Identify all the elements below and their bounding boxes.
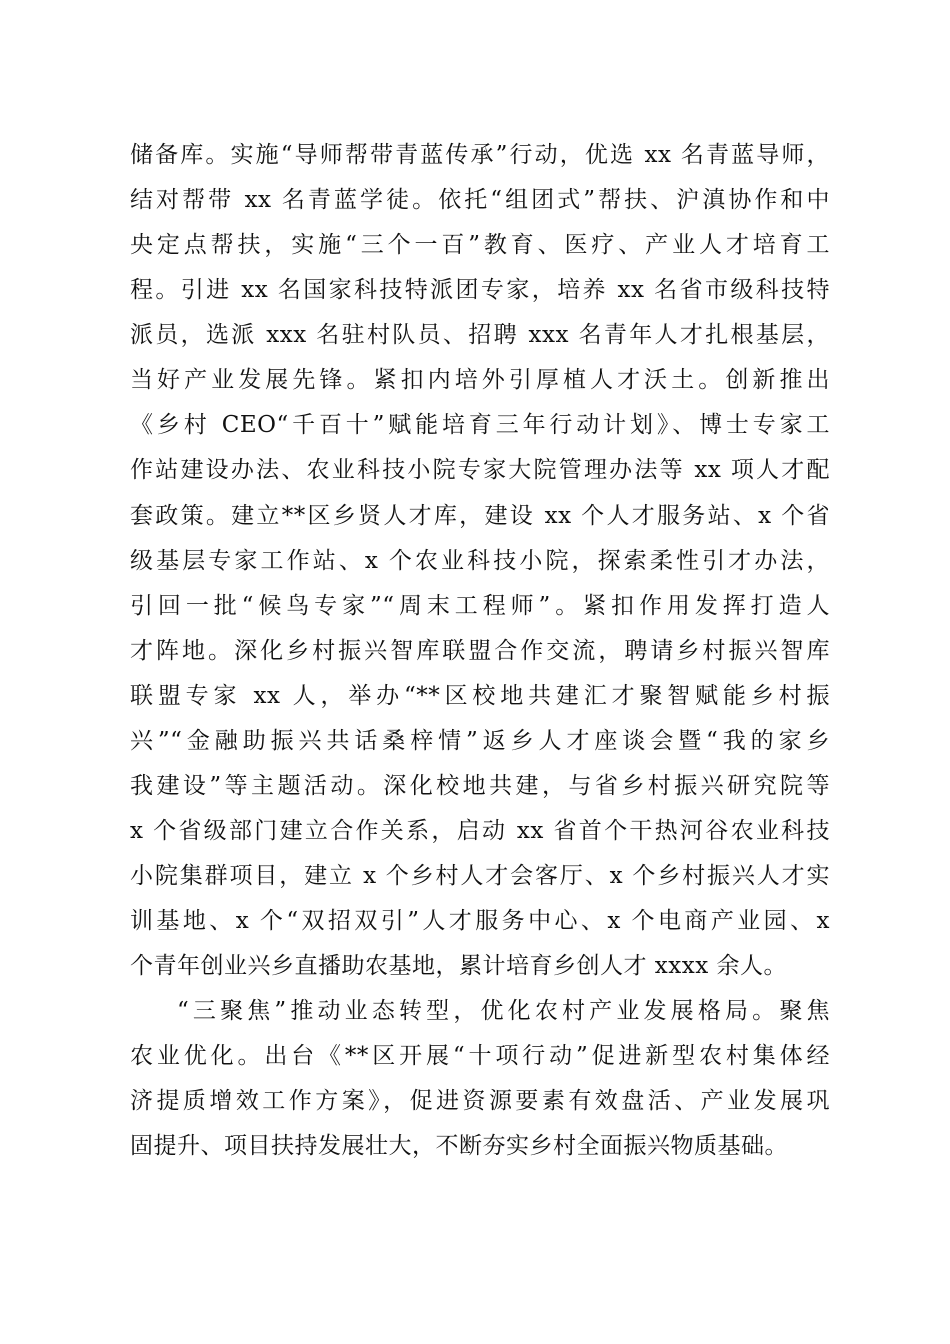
text-line: 央定点帮扶，实施“三个一百”教育、医疗、产业人才培育工 bbox=[130, 232, 830, 258]
text-line: 济提质增效工作方案》，促进资源要素有效盘活、产业发展巩 bbox=[130, 1088, 830, 1114]
text-line: 农业优化。出台《**区开展“十项行动”促进新型农村集体经 bbox=[130, 1043, 830, 1069]
text-line: 程。引进 xx 名国家科技特派团专家，培养 xx 名省市级科技特 bbox=[130, 277, 830, 303]
text-line: 级基层专家工作站、x 个农业科技小院，探索柔性引才办法， bbox=[130, 548, 830, 574]
text-line: 《乡村 CEO“千百十”赋能培育三年行动计划》、博士专家工 bbox=[130, 412, 830, 438]
text-line: 我建设”等主题活动。深化校地共建，与省乡村振兴研究院等 bbox=[130, 773, 830, 799]
text-line: 固提升、项目扶持发展壮大，不断夯实乡村全面振兴物质基础。 bbox=[130, 1133, 788, 1159]
text-line: 套政策。建立**区乡贤人才库，建设 xx 个人才服务站、x 个省 bbox=[130, 503, 830, 529]
text-line: x 个省级部门建立合作关系，启动 xx 省首个干热河谷农业科技 bbox=[130, 818, 830, 844]
text-line: 结对帮带 xx 名青蓝学徒。依托“组团式”帮扶、沪滇协作和中 bbox=[130, 187, 830, 213]
text-line: 储备库。实施“导师帮带青蓝传承”行动，优选 xx 名青蓝导师， bbox=[130, 142, 830, 168]
text-line: 作站建设办法、农业科技小院专家大院管理办法等 xx 项人才配 bbox=[130, 457, 830, 483]
text-line: 引回一批“候鸟专家”“周末工程师”。紧扣作用发挥打造人 bbox=[130, 593, 830, 619]
text-line: “三聚焦”推动业态转型，优化农村产业发展格局。聚焦 bbox=[177, 998, 830, 1024]
text-line: 当好产业发展先锋。紧扣内培外引厚植人才沃土。创新推出 bbox=[130, 367, 830, 393]
text-line: 才阵地。深化乡村振兴智库联盟合作交流，聘请乡村振兴智库 bbox=[130, 638, 830, 664]
text-line: 兴”“金融助振兴共话桑梓情”返乡人才座谈会暨“我的家乡 bbox=[130, 728, 830, 754]
text-line: 小院集群项目，建立 x 个乡村人才会客厅、x 个乡村振兴人才实 bbox=[130, 863, 830, 889]
text-line: 联盟专家 xx 人，举办“**区校地共建汇才聚智赋能乡村振 bbox=[130, 683, 830, 709]
text-line: 个青年创业兴乡直播助农基地，累计培育乡创人才 xxxx 余人。 bbox=[130, 953, 788, 979]
text-line: 派员，选派 xxx 名驻村队员、招聘 xxx 名青年人才扎根基层， bbox=[130, 322, 830, 348]
text-line: 训基地、x 个“双招双引”人才服务中心、x 个电商产业园、x bbox=[130, 908, 830, 934]
